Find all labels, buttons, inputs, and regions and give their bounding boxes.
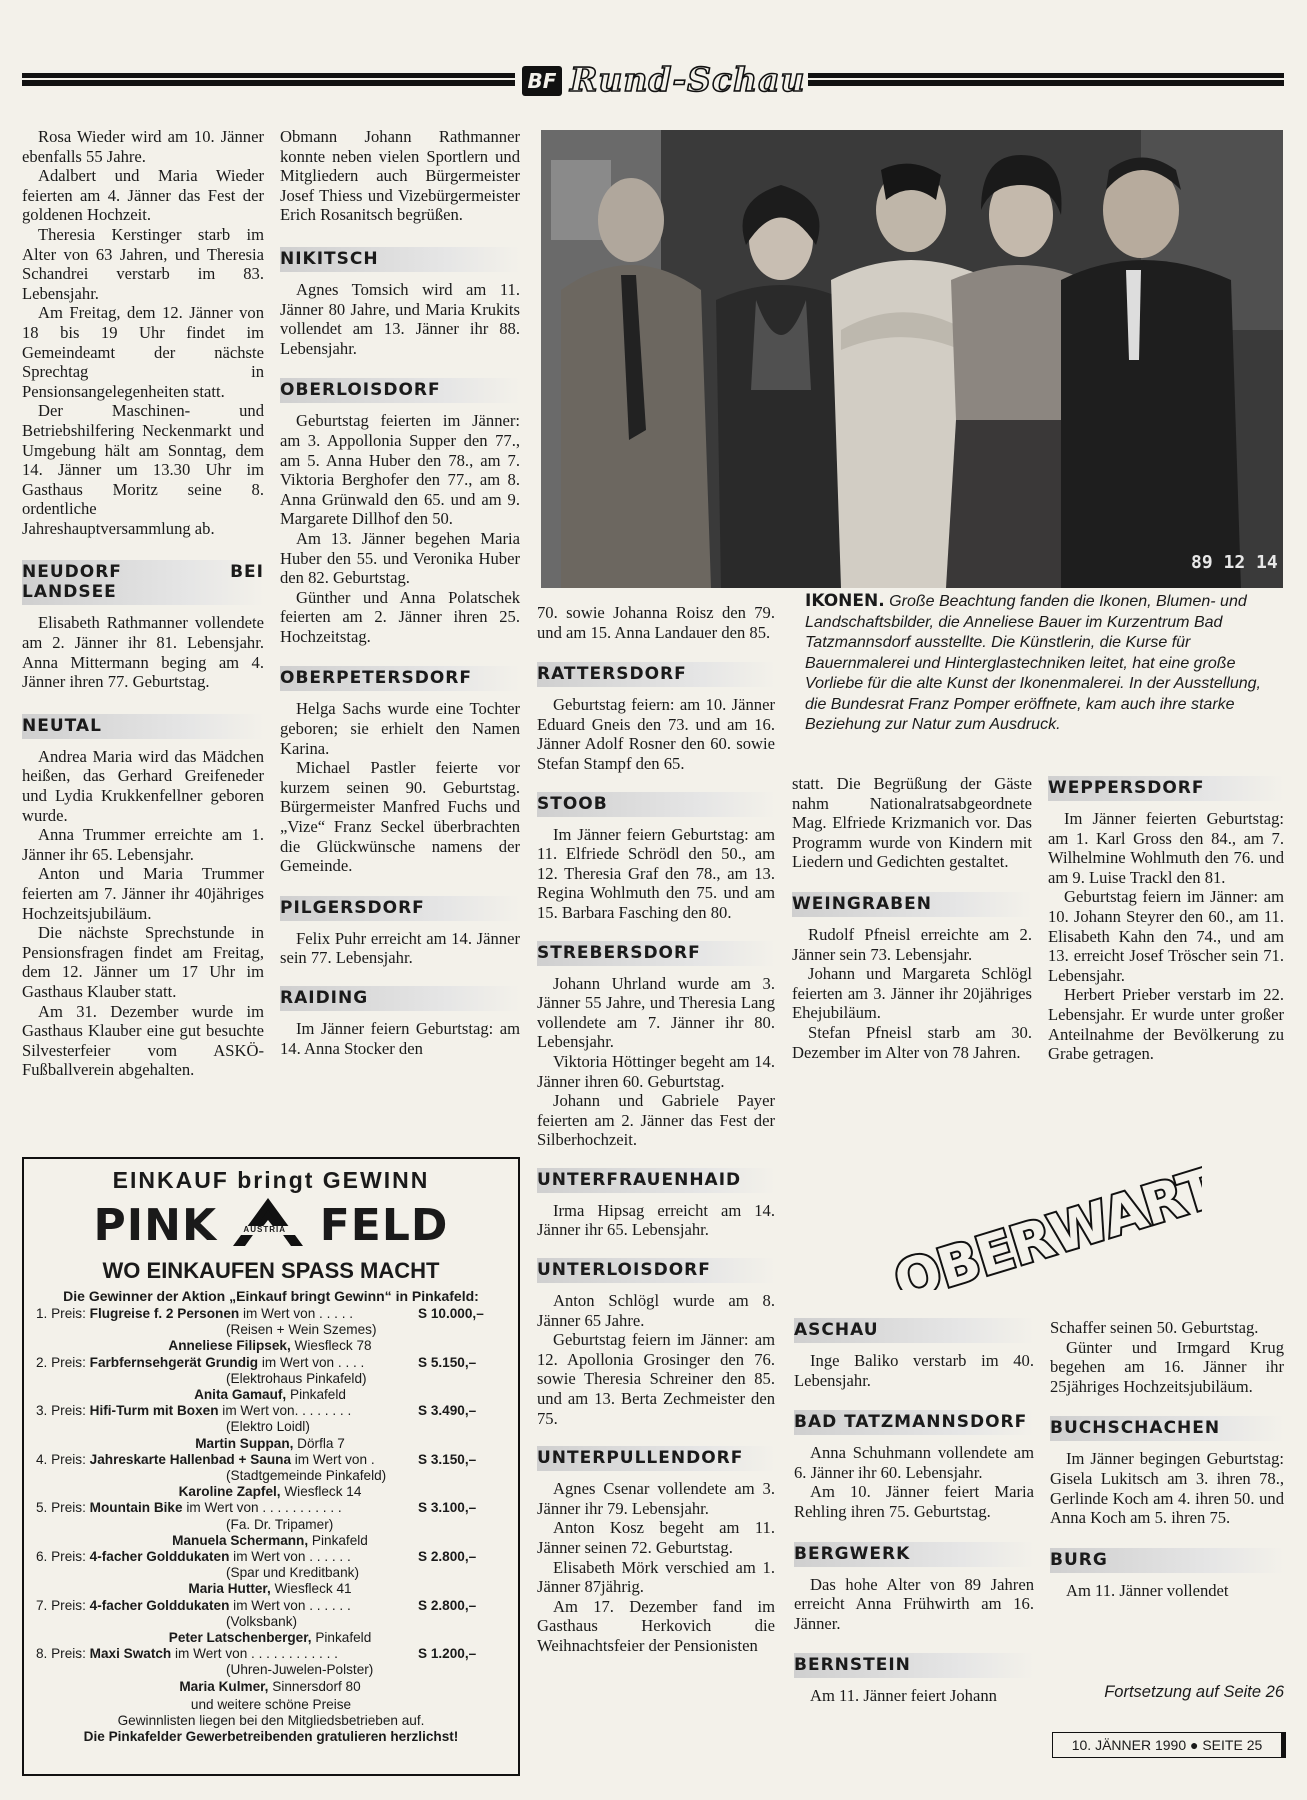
prize-value-text: im Wert von . . . . <box>258 1354 365 1370</box>
prize-rank: 5. Preis: <box>36 1500 90 1516</box>
heading-strebersdorf: STREBERSDORF <box>537 941 775 966</box>
paragraph: Geburtstag feiern im Jänner: am 10. Johann Steyrer den 60., am 11. Elisabeth Kahn den 74., und am 13. erreicht Josef Tröscher sein 71. Lebensjahr. <box>1048 887 1284 985</box>
ad-logo <box>24 1198 518 1256</box>
winner-name: Martin Suppan, <box>195 1435 298 1451</box>
paragraph: Am Freitag, dem 12. Jänner von 18 bis 19 Uhr findet im Gemeindeamt der nächste Sprechtag in Pensionsangelegenheiten statt. <box>22 303 264 401</box>
heading-pilgersdorf: PILGERSDORF <box>280 896 520 921</box>
paragraph: Am 31. Dezember wurde im Gasthaus Klauber eine gut besuchte Silvesterfeier vom ASKÖ-Fußballverein abgehalten. <box>22 1001 264 1080</box>
heading-burg: BURG <box>1050 1548 1284 1573</box>
paragraph: Am 11. Jänner feiert Johann <box>810 1686 997 1706</box>
paragraph: Elisabeth Mörk verschied am 1. Jänner 87jährig. <box>537 1557 775 1597</box>
prize-value-text: im Wert von. . . . . . . . <box>218 1403 352 1419</box>
heading-stoob: STOOB <box>537 792 775 817</box>
paragraph: Anton Schlögl wurde am 8. Jänner 65 Jahre. <box>537 1291 775 1330</box>
ad-logo-mark <box>233 1198 303 1246</box>
paragraph: Am 11. Jänner vollendet <box>1066 1580 1229 1600</box>
prize-row <box>36 1500 504 1516</box>
prize-value-text: im Wert von . . . . . . . . . . . <box>182 1500 342 1516</box>
header-rule-right <box>808 73 1284 86</box>
prize-label <box>36 1403 418 1419</box>
paragraph: Schaffer seinen 50. Geburtstag. <box>1050 1318 1259 1337</box>
winner-place: Wiesfleck 78 <box>294 1338 372 1354</box>
oberwart-column-b <box>1050 1318 1284 1600</box>
paragraph: Andrea Maria wird das Mädchen heißen, das Gerhard Greifeneder und Lydia Krukkenfellner geboren wurde. <box>22 746 264 825</box>
winner-place: Dörfla 7 <box>297 1435 345 1451</box>
paragraph: Geburtstag feierten im Jänner: am 3. Appollonia Supper den 77., am 5. Anna Huber den 78., am 7. Viktoria Berghofer den 77., am 8. Anna Grünwald den 65. und am 9. Margarete Dillhof den 50. <box>280 411 520 529</box>
heading-neutal: NEUTAL <box>22 714 264 739</box>
paragraph: Irma Hipsag erreicht am 14. Jänner ihr 65. Lebensjahr. <box>537 1200 775 1240</box>
ad-logo-left: PINK <box>93 1200 218 1251</box>
prize-winner <box>36 1679 504 1695</box>
prize-value-text: im Wert von . . . . . . . . . . . . <box>171 1646 338 1662</box>
prize-sponsor: (Uhren-Juwelen-Polster) <box>226 1662 374 1678</box>
paragraph: Am 10. Jänner feiert Maria Rehling ihren 75. Geburtstag. <box>794 1482 1034 1521</box>
prize-rank: 6. Preis: <box>36 1549 90 1565</box>
section-badge <box>522 66 562 96</box>
oberwart-logo <box>872 1140 1202 1290</box>
prize-amount: S 3.100,– <box>418 1500 477 1516</box>
photo-illustration <box>541 130 1283 588</box>
continued-note: Fortsetzung auf Seite 26 <box>1104 1683 1284 1701</box>
paragraph: Herbert Prieber verstarb im 22. Lebensjahr. Er wurde unter großer Anteilnahme der Bevölkerung zu Grabe getragen. <box>1048 985 1284 1064</box>
oberwart-logo-text: OBERWART <box>887 1156 1202 1290</box>
heading-nikitsch: NIKITSCH <box>280 247 520 272</box>
prize-amount: S 5.150,– <box>418 1354 477 1370</box>
prize-value-text: im Wert von . . . . . . <box>229 1597 351 1613</box>
photo-caption <box>805 591 1283 736</box>
heading-unterpullendorf: UNTERPULLENDORF <box>537 1446 775 1471</box>
prize-list <box>36 1306 504 1695</box>
section-badge-text: BF <box>527 69 557 93</box>
page-footer <box>1052 1732 1286 1758</box>
prize-item: 4-facher Golddukaten <box>89 1597 230 1613</box>
ad-logo-a-icon <box>233 1198 303 1246</box>
paragraph: Helga Sachs wurde eine Tochter geboren; sie erhielt den Namen Karina. <box>280 699 520 758</box>
prize-rank: 2. Preis: <box>36 1354 90 1370</box>
heading-buchschachen: BUCHSCHACHEN <box>1050 1416 1284 1441</box>
paragraph: Anna Schuhmann vollendete am 6. Jänner ihr 60. Lebensjahr. <box>794 1443 1034 1482</box>
paragraph: Anton Kosz begeht am 11. Jänner seinen 72. Geburtstag. <box>537 1518 775 1557</box>
ad-headline: EINKAUF bringt GEWINN <box>112 1167 430 1193</box>
prize-amount: S 2.800,– <box>418 1597 477 1613</box>
paragraph: Anna Trummer erreichte am 1. Jänner ihr 65. Lebensjahr. <box>22 825 264 864</box>
winner-name: Anneliese Filipsek, <box>168 1338 295 1354</box>
caption-lead: IKONEN. <box>805 591 885 611</box>
paragraph: Rosa Wieder wird am 10. Jänner ebenfalls 55 Jahre. <box>22 127 264 166</box>
prize-row <box>36 1355 504 1371</box>
prize-row <box>36 1646 504 1662</box>
heading-raiding: RAIDING <box>280 986 520 1011</box>
prize-row <box>36 1598 504 1614</box>
column-5 <box>1048 776 1284 1064</box>
prize-amount: S 3.490,– <box>418 1403 477 1419</box>
paragraph: Günter und Irmgard Krug begehen am 16. Jänner ihr 25jähriges Hochzeitsjubiläum. <box>1050 1337 1284 1396</box>
paragraph: Johann und Gabriele Payer feierten am 2. Jänner das Fest der Silberhochzeit. <box>537 1091 775 1150</box>
oberwart-column-a <box>794 1318 1034 1706</box>
column-1 <box>22 127 264 1080</box>
paragraph: Im Jänner feiern Geburtstag: am 11. Elfriede Schrödl den 50., am 12. Theresia Graf den 78., am 13. Regina Wohlmuth den 75. und am 15. Barbara Fasching den 80. <box>537 824 775 922</box>
winner-place: Pinkafeld <box>290 1387 346 1403</box>
paragraph: Johann und Margareta Schlögl feierten am 3. Jänner ihr 20jähriges Ehejubiläum. <box>792 964 1032 1023</box>
column-4 <box>792 774 1032 1062</box>
paragraph: Am 17. Dezember fand im Gasthaus Herkovich die Weihnachtsfeier der Pensionisten <box>537 1596 775 1655</box>
paragraph: Im Jänner feierten Geburtstag: am 1. Karl Gross den 84., am 7. Wilhelmine Wohlmuth den 76. und am 9. Luise Trackl den 81. <box>1048 809 1284 887</box>
prize-rank: 3. Preis: <box>36 1403 90 1419</box>
winner-place: Wiesfleck 14 <box>284 1484 362 1500</box>
ad-slogan: WO EINKAUFEN SPASS MACHT <box>102 1258 440 1283</box>
paragraph: Das hohe Alter von 89 Jahren erreicht Anna Frühwirth am 16. Jänner. <box>794 1574 1034 1633</box>
prize-value-text: im Wert von . <box>291 1451 375 1467</box>
paragraph: Geburtstag feiern im Jänner: am 12. Apollonia Grosinger den 76. sowie Theresia Schreiner den 85. und am 13. Berta Zechmeister den 75. <box>537 1330 775 1428</box>
prize-value-text: im Wert von . . . . . <box>239 1306 354 1321</box>
prize-sponsor: (Stadtgemeinde Pinkafeld) <box>226 1468 387 1484</box>
paragraph: Die nächste Sprechstunde in Pensionsfragen findet am Freitag, dem 12. Jänner um 17 Uhr im Gasthaus Klauber statt. <box>22 923 264 1001</box>
prize-item: Mountain Bike <box>89 1500 183 1516</box>
heading-rattersdorf: RATTERSDORF <box>537 662 775 687</box>
column-2 <box>280 127 520 1058</box>
prize-value-text: im Wert von . . . . . . <box>229 1549 351 1565</box>
heading-bergwerk: BERGWERK <box>794 1542 1034 1567</box>
winner-place: Sinnersdorf 80 <box>272 1678 361 1694</box>
winner-place: Wiesfleck 41 <box>274 1581 352 1597</box>
winner-place: Pinkafeld <box>311 1532 368 1548</box>
ad-more-prizes: und weitere schöne Preise <box>190 1696 352 1712</box>
paragraph: Elisabeth Rathmanner vollendete am 2. Jänner ihr 81. Lebensjahr. Anna Mittermann beging am 4. Jänner ihren 77. Geburtstag. <box>22 613 264 692</box>
prize-row <box>36 1306 504 1322</box>
prize-label <box>36 1646 418 1662</box>
heading-oberloisdorf: OBERLOISDORF <box>280 378 520 403</box>
page-footer-text: 10. JÄNNER 1990 ● SEITE 25 <box>1071 1737 1263 1753</box>
prize-label <box>36 1306 418 1322</box>
prize-item: Hifi-Turm mit Boxen <box>89 1403 219 1419</box>
paragraph: Im Jänner begingen Geburtstag: Gisela Lukitsch am 3. ihren 78., Gerlinde Koch am 4. ihren 50. und Anna Koch am 5. ihren 75. <box>1050 1449 1284 1528</box>
prize-sponsor: (Fa. Dr. Tripamer) <box>226 1516 334 1532</box>
paragraph: Der Maschinen- und Betriebshilfering Neckenmarkt und Umgebung hält am Sonntag, dem 14. Jänner um 13.30 Uhr im Gasthaus Moritz seine 8. ordentliche Jahreshauptversammlung ab. <box>22 401 264 538</box>
advertisement-pinkafeld <box>22 1157 520 1776</box>
heading-unterfrauenhaid: UNTERFRAUENHAID <box>537 1168 775 1193</box>
paragraph: Am 13. Jänner begehen Maria Huber den 55. und Veronika Huber den 82. Geburtstag. <box>280 528 520 588</box>
prize-rank: 1. Preis: <box>36 1306 90 1321</box>
prize-label <box>36 1500 418 1516</box>
prize-item: Jahreskarte Hallenbad + Sauna <box>89 1451 291 1467</box>
prize-item: Flugreise f. 2 Personen <box>89 1306 240 1321</box>
header-rule-left <box>22 73 515 86</box>
ad-logo-right: FELD <box>319 1200 449 1251</box>
winner-name: Karoline Zapfel, <box>178 1484 285 1500</box>
prize-sponsor: (Reisen + Wein Szemes) <box>226 1322 377 1338</box>
heading-oberpetersdorf: OBERPETERSDORF <box>280 666 520 691</box>
ad-closing-text: Die Pinkafelder Gewerbetreibenden gratulieren herzlichst! <box>83 1729 459 1745</box>
paragraph: Viktoria Höttinger begeht am 14. Jänner ihren 60. Geburtstag. <box>537 1051 775 1091</box>
ad-closing <box>24 1729 518 1745</box>
prize-winner <box>36 1533 504 1549</box>
prize-sponsor: (Elektro Loidl) <box>226 1419 310 1435</box>
prize-label <box>36 1598 418 1614</box>
column-3 <box>537 603 775 1656</box>
paragraph: Theresia Kerstinger starb im Alter von 63 Jahren, und Theresia Schandrei verstarb im 83. Lebensjahr. <box>22 224 264 303</box>
prize-item: Maxi Swatch <box>89 1646 172 1662</box>
winner-name: Anita Gamauf, <box>194 1387 290 1403</box>
ad-lists-note: Gewinnlisten liegen bei den Mitgliedsbetrieben auf. <box>117 1713 425 1729</box>
prize-amount: S 3.150,– <box>418 1451 477 1467</box>
winner-name: Maria Kulmer, <box>179 1678 273 1694</box>
paragraph: Felix Puhr erreicht am 14. Jänner sein 77. Lebensjahr. <box>280 928 520 968</box>
oberwart-logo-art <box>872 1140 1202 1290</box>
photo-ikonen-exhibition <box>541 130 1283 588</box>
winner-name: Peter Latschenberger, <box>168 1630 316 1646</box>
prize-label <box>36 1452 418 1468</box>
prize-item: Farbfernsehgerät Grundig <box>89 1354 259 1370</box>
prize-winner <box>36 1338 504 1354</box>
heading-weppersdorf: WEPPERSDORF <box>1048 776 1284 801</box>
ad-intro: Die Gewinner der Aktion „Einkauf bringt Gewinn“ in Pinkafeld: <box>63 1288 479 1304</box>
prize-label <box>36 1549 418 1565</box>
prize-label <box>36 1355 418 1371</box>
paragraph: 70. sowie Johanna Roisz den 79. und am 15. Anna Landauer den 85. <box>537 603 775 642</box>
prize-winner <box>36 1387 504 1403</box>
paragraph: Adalbert und Maria Wieder feierten am 4. Jänner das Fest der goldenen Hochzeit. <box>22 166 264 225</box>
paragraph: statt. Die Begrüßung der Gäste nahm Nationalratsabgeordnete Mag. Elfriede Krizmanich vor. Das Programm wurde von Kindern mit Liedern und Gedichten gestaltet. <box>792 774 1032 872</box>
section-title <box>570 58 806 102</box>
prize-winner <box>36 1581 504 1597</box>
prize-rank: 7. Preis: <box>36 1597 90 1613</box>
prize-winner <box>36 1630 504 1646</box>
heading-neudorf: NEUDORF BEI LANDSEE <box>22 560 264 605</box>
paragraph: Im Jänner feiern Geburtstag: am 14. Anna Stocker den <box>280 1019 520 1058</box>
heading-bad-tatzmannsdorf: BAD TATZMANNSDORF <box>794 1410 1034 1435</box>
heading-bernstein: BERNSTEIN <box>794 1653 1034 1678</box>
prize-amount: S 10.000,– <box>418 1306 484 1321</box>
prize-row <box>36 1403 504 1419</box>
paragraph: Rudolf Pfneisl erreichte am 2. Jänner sein 73. Lebensjahr. <box>792 924 1032 964</box>
prize-sponsor: (Elektrohaus Pinkafeld) <box>226 1370 367 1386</box>
prize-row <box>36 1452 504 1468</box>
paragraph: Günther und Anna Polatschek feierten am 2. Jänner ihren 25. Hochzeitstag. <box>280 587 520 646</box>
paragraph: Michael Pastler feierte vor kurzem seinen 90. Geburtstag. Bürgermeister Manfred Fuchs und „Vize“ Franz Seckel überbrachten die Glückwünsche namens der Gemeinde. <box>280 758 520 876</box>
paragraph: Obmann Johann Rathmanner konnte neben vielen Sportlern und Mitgliedern auch Bürgermeister Josef Thiess und Vizebürgermeister Erich Rosanitsch begrüßen. <box>280 127 520 225</box>
paragraph: Stefan Pfneisl starb am 30. Dezember im Alter von 78 Jahren. <box>792 1022 1032 1062</box>
section-title-text: Rund-Schau <box>570 60 806 99</box>
prize-sponsor: (Spar und Kreditbank) <box>226 1565 359 1581</box>
prize-rank: 8. Preis: <box>36 1646 90 1662</box>
ad-logo-sub: AUSTRIA <box>243 1225 286 1234</box>
winner-name: Maria Hutter, <box>188 1581 275 1597</box>
ad-footer <box>24 1697 518 1746</box>
prize-amount: S 1.200,– <box>418 1646 477 1662</box>
heading-unterloisdorf: UNTERLOISDORF <box>537 1258 775 1283</box>
prize-rank: 4. Preis: <box>36 1451 90 1467</box>
prize-sponsor: (Volksbank) <box>226 1613 298 1629</box>
winner-name: Manuela Schermann, <box>172 1532 312 1548</box>
paragraph: Inge Baliko verstarb im 40. Lebensjahr. <box>794 1351 1034 1390</box>
paragraph: Geburtstag feiern: am 10. Jänner Eduard Gneis den 73. und am 16. Jänner Adolf Rosner den 60. sowie Stefan Stampf den 65. <box>537 695 775 773</box>
paragraph: Agnes Tomsich wird am 11. Jänner 80 Jahre, und Maria Krukits vollendet am 13. Jänner ihr 88. Lebensjahr. <box>280 279 520 358</box>
heading-weingraben: WEINGRABEN <box>792 892 1032 917</box>
paragraph: Anton und Maria Trummer feierten am 7. Jänner ihr 40jähriges Hochzeitsjubiläum. <box>22 864 264 923</box>
winner-place: Pinkafeld <box>315 1630 372 1646</box>
photo-date-stamp: 89 12 14 <box>1191 552 1278 573</box>
prize-amount: S 2.800,– <box>418 1549 477 1565</box>
paragraph: Johann Uhrland wurde am 3. Jänner 55 Jahre, und Theresia Lang vollendete am 7. Jänner ihr 80. Lebensjahr. <box>537 973 775 1052</box>
paragraph: Agnes Csenar vollendete am 3. Jänner ihr 79. Lebensjahr. <box>537 1479 775 1518</box>
prize-winner <box>36 1484 504 1500</box>
prize-item: 4-facher Golddukaten <box>89 1549 230 1565</box>
prize-row <box>36 1549 504 1565</box>
caption-text: Große Beachtung fanden die Ikonen, Blumen- und Landschaftsbilder, die Anneliese Bauer im Kurzentrum Bad Tatzmannsdorf ausstellte. Die Künstlerin, die Kurse für Bauernmalerei und Hinterglastechniken leitet, hat eine große Vorliebe für die alte Kunst der Ikonenmalerei. In der Ausstellung, die Bundesrat Franz Pomper eröffnete, kam auch ihre starke Beziehung zur Natur zum Ausdruck. <box>805 593 1261 733</box>
prize-winner <box>36 1436 504 1452</box>
heading-aschau: ASCHAU <box>794 1318 1034 1343</box>
